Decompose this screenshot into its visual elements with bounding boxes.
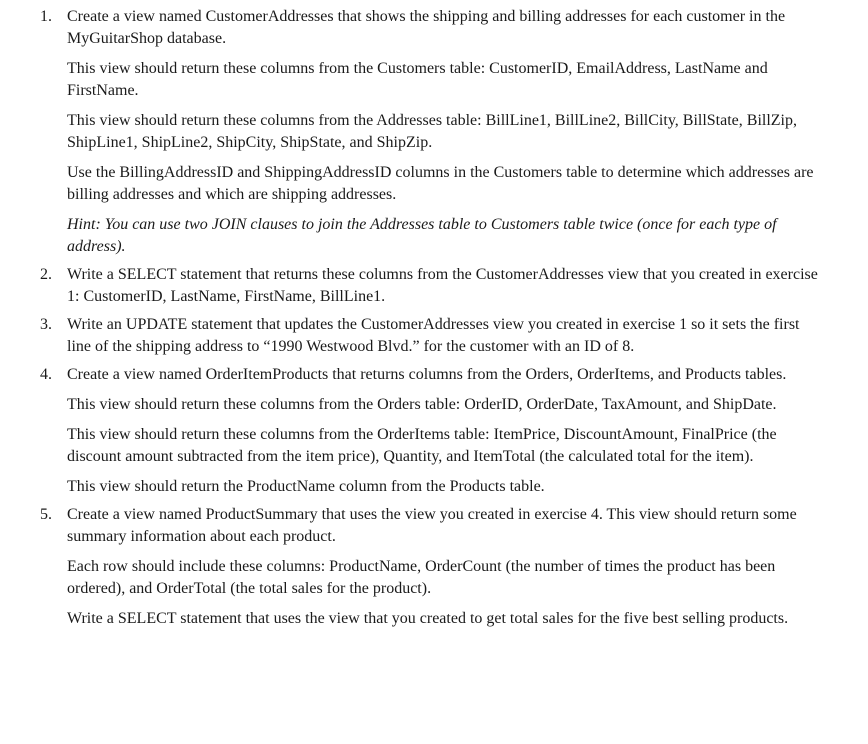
exercise-1 xyxy=(0,6,868,258)
exercise-paragraph: Write an UPDATE statement that updates the CustomerAddresses view you created in exercise 1 so it sets the first line of the shipping address to “1990 Westwood Blvd.” for the customer with an ID of 8. xyxy=(67,316,800,355)
exercise-paragraph: Create a view named ProductSummary that uses the view you created in exercise 4. This view should return some summary information about each product. xyxy=(67,506,797,545)
exercise-number: 2. xyxy=(40,266,52,283)
exercise-paragraph: This view should return these columns from the Customers table: CustomerID, EmailAddress, LastName and FirstName. xyxy=(67,60,768,99)
exercise-number: 5. xyxy=(40,506,52,523)
exercise-number: 1. xyxy=(40,8,52,25)
exercise-5 xyxy=(0,504,868,630)
exercise-number: 3. xyxy=(40,316,52,333)
exercise-paragraph: Write a SELECT statement that returns these columns from the CustomerAddresses view that you created in exercise 1: CustomerID, LastName, FirstName, BillLine1. xyxy=(67,266,818,305)
hint-paragraph: Hint: You can use two JOIN clauses to join the Addresses table to Customers table twice (once for each type of address). xyxy=(67,216,777,255)
exercise-3 xyxy=(0,314,868,358)
exercise-paragraph: This view should return these columns from the Orders table: OrderID, OrderDate, TaxAmount, and ShipDate. xyxy=(67,396,777,413)
exercise-paragraph: Create a view named CustomerAddresses that shows the shipping and billing addresses for each customer in the MyGuitarShop database. xyxy=(67,8,786,47)
exercise-paragraph: Create a view named OrderItemProducts that returns columns from the Orders, OrderItems, and Products tables. xyxy=(67,366,787,383)
exercise-2 xyxy=(0,264,868,308)
exercise-paragraph: Write a SELECT statement that uses the view that you created to get total sales for the five best selling products. xyxy=(67,610,789,627)
exercise-paragraph: This view should return these columns from the Addresses table: BillLine1, BillLine2, BillCity, BillState, BillZip, ShipLine1, ShipLine2, ShipCity, ShipState, and ShipZip. xyxy=(67,112,797,151)
exercise-paragraph: This view should return the ProductName column from the Products table. xyxy=(67,478,545,495)
exercise-number: 4. xyxy=(40,366,52,383)
exercise-paragraph: This view should return these columns from the OrderItems table: ItemPrice, DiscountAmount, FinalPrice (the discount amount subtracted from the item price), Quantity, and ItemTotal (the calculated total for the item). xyxy=(67,426,777,465)
exercise-paragraph: Use the BillingAddressID and ShippingAddressID columns in the Customers table to determine which addresses are billing addresses and which are shipping addresses. xyxy=(67,164,814,203)
exercise-paragraph: Each row should include these columns: ProductName, OrderCount (the number of times the product has been ordered), and OrderTotal (the total sales for the product). xyxy=(67,558,776,597)
exercise-4 xyxy=(0,364,868,498)
